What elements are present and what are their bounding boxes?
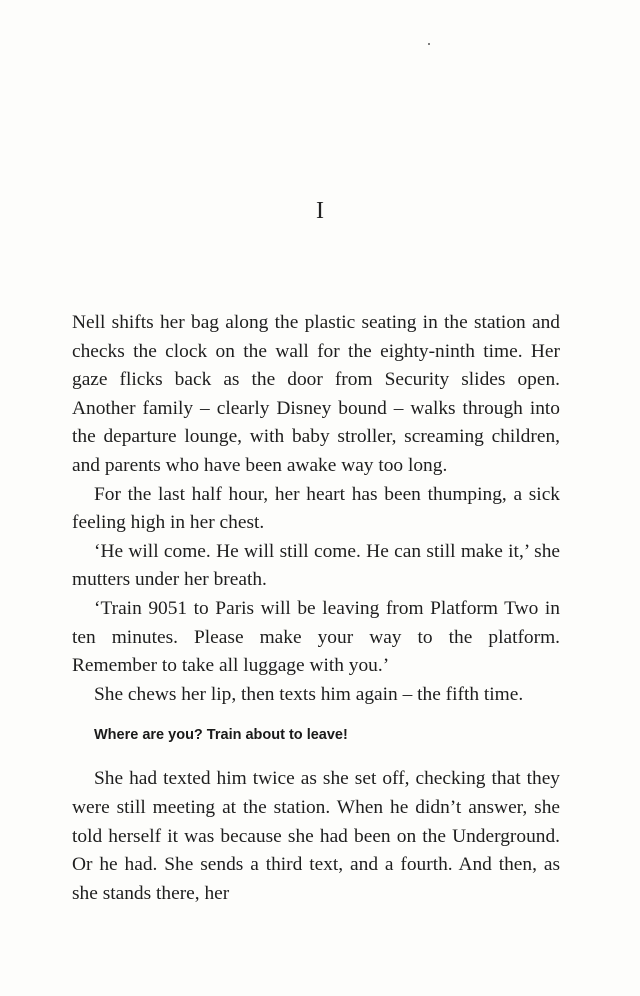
chapter-number: I	[316, 198, 324, 224]
paragraph-3: ‘He will come. He will still come. He can still make it,’ she mutters under her breath.	[72, 540, 560, 591]
paragraph-5: She chews her lip, then texts him again – the fifth time.	[94, 683, 524, 705]
text-message: Where are you? Train about to leave!	[94, 727, 348, 744]
chapter-body	[72, 309, 560, 908]
page-speck	[428, 43, 430, 45]
paragraph-4: ‘Train 9051 to Paris will be leaving from Platform Two in ten minutes. Please make your way to the platform. Remember to take all luggage with you.’	[72, 597, 560, 677]
paragraph-6: She had texted him twice as she set off, checking that they were still meeting at the station. When he didn’t answer, she told herself it was because she had been on the Underground. Or he had. She sends a third text, and a fourth. And then, as she stands there, her	[72, 768, 560, 904]
paragraph-1: Nell shifts her bag along the plastic seating in the station and checks the clock on the wall for the eighty-ninth time. Her gaze flicks back as the door from Security slides open. Another family – clearly Disney bound – walks through into the departure lounge, with baby stroller, screaming children, and parents who have been awake way too long.	[72, 312, 560, 476]
paragraph-2: For the last half hour, her heart has been thumping, a sick feeling high in her chest.	[72, 483, 560, 534]
